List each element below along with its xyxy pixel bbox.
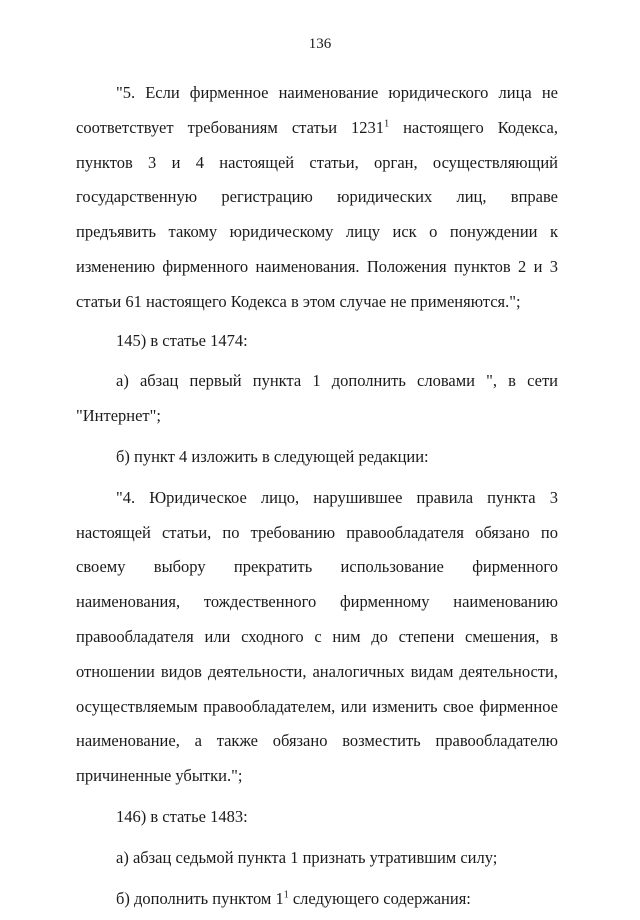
paragraph-amendment-146-a: а) абзац седьмой пункта 1 признать утратившим силу; [116, 847, 498, 867]
paragraph-item-4: "4. Юридическое лицо, нарушившее правила пункта 3 настоящей статьи, по требованию правообладателя обязано по своему выбору прекратить использование фирменного наименования, тождественного фирменному наименованию правообладателя или сходного с ним до степени смешения, в отношении видов деятельности, аналогичных видам деятельности, осуществляемым правообладателем, или изменить свое фирменное наименование, а также обязано возместить правообладателю причиненные убытки."; [76, 487, 558, 786]
paragraph-text: следующего содержания: [288, 888, 471, 908]
paragraph-text: настоящего Кодекса, пунктов 3 и 4 настоящей статьи, орган, осуществляющий государственную регистрацию юридических лиц, вправе предъявить такому юридическому лицу иск о понуждении к изменению фирменного наименования. Положения пунктов 2 и 3 статьи 61 настоящего Кодекса в этом случае не применяются."; [76, 117, 558, 311]
paragraph-amendment-145: 145) в статье 1474: [116, 330, 248, 350]
paragraph-amendment-146: 146) в статье 1483: [116, 806, 248, 826]
superscript: 1 [384, 118, 390, 130]
page-number: 136 [308, 36, 332, 52]
paragraph-amendment-146-b [76, 882, 558, 917]
paragraph-item-5 [76, 76, 558, 320]
document-body [76, 76, 558, 920]
superscript: 1 [283, 889, 289, 901]
paragraph-text: "5. Если фирменное наименование юридического лица не соответствует требованиям статьи 1231 [76, 83, 558, 137]
paragraph-amendment-145-a: а) абзац первый пункта 1 дополнить словами ", в сети "Интернет"; [76, 371, 558, 426]
paragraph-amendment-145-b: б) пункт 4 изложить в следующей редакции: [116, 446, 429, 466]
paragraph-text: б) дополнить пунктом 1 [116, 888, 284, 908]
